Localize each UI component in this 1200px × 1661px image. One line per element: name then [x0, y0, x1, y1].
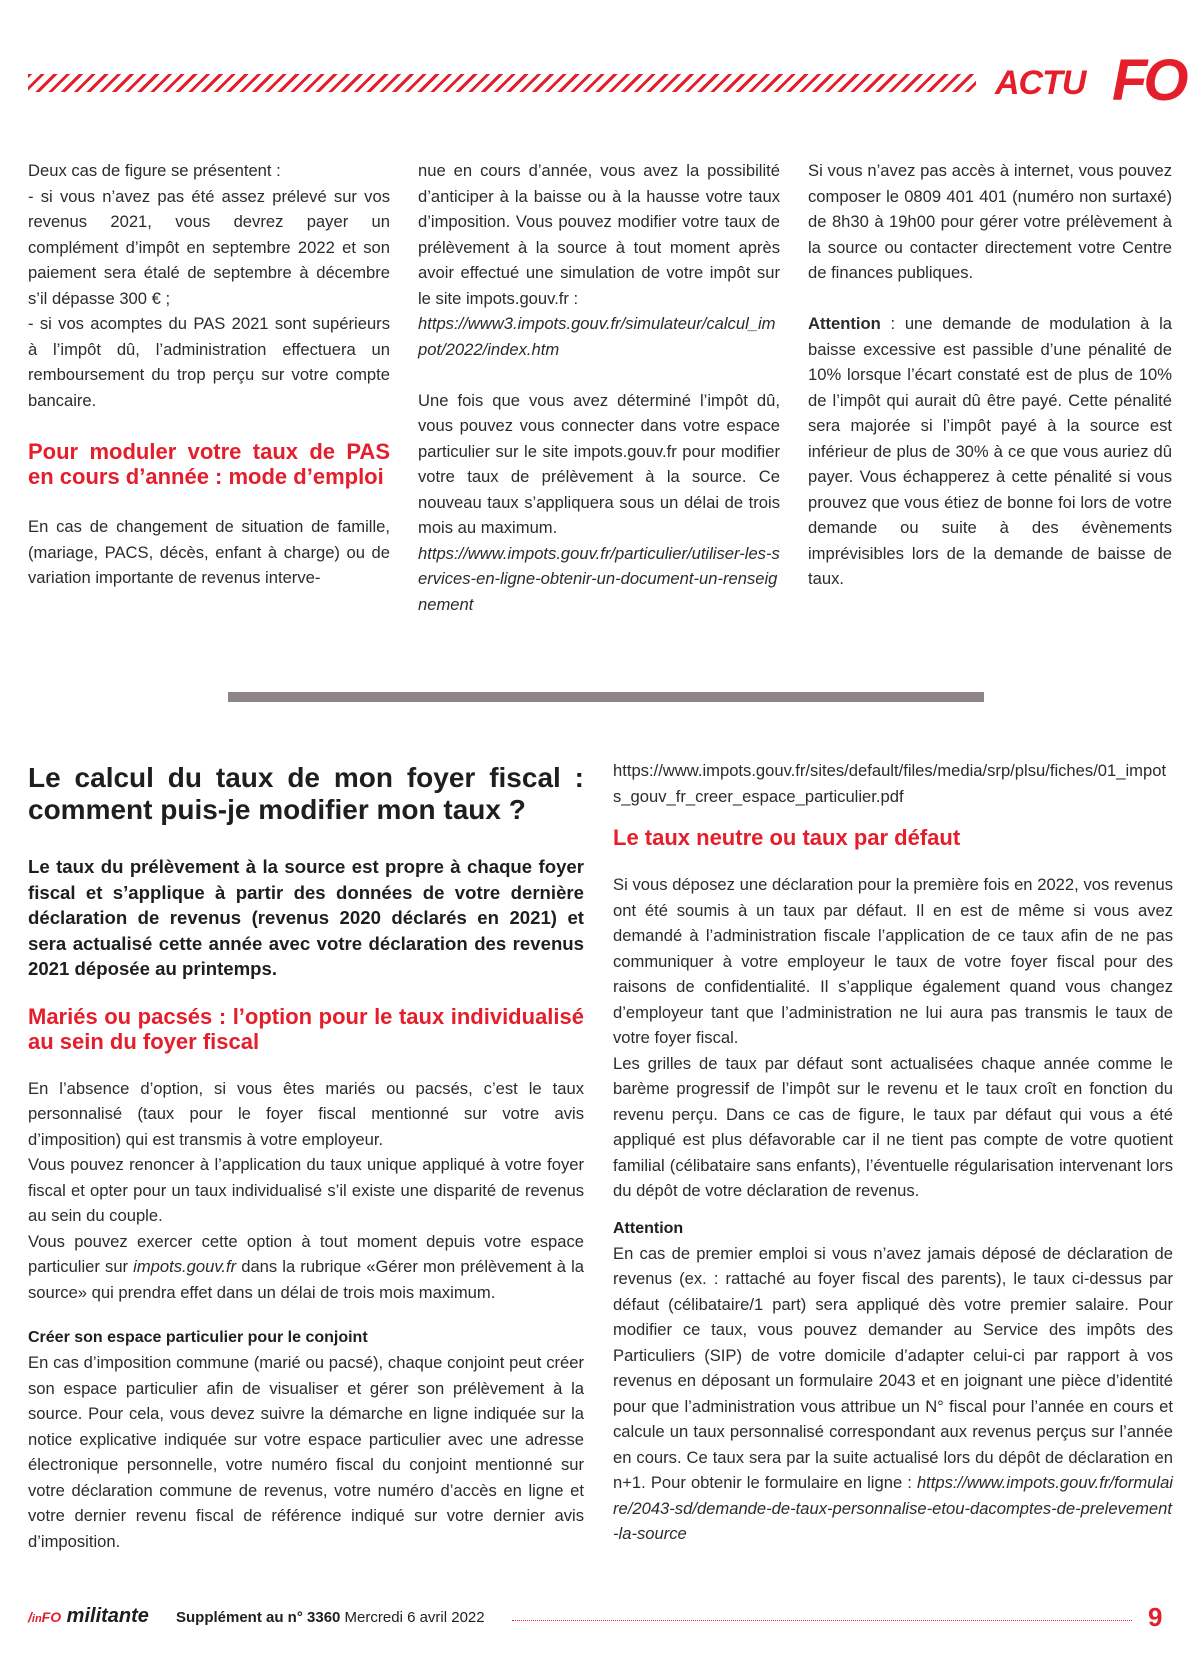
subheading: Créer son espace particulier pour le conjoint	[28, 1329, 368, 1346]
impots-link[interactable]: impots.gouv.fr	[133, 1257, 237, 1276]
paragraph: - si vos acomptes du PAS 2021 sont supérieurs à l’impôt dû, l’administration effectuera un remboursement du trop perçu sur votre compte bancaire.	[28, 314, 390, 410]
paragraph: Si vous n’avez pas accès à internet, vous pouvez composer le 0809 401 401 (numéro non surtaxé) de 8h30 à 19h00 pour gérer votre prélèvement à la source ou contacter directement votre Centre de finances publiques.	[808, 161, 1172, 282]
paragraph: Les grilles de taux par défaut sont actualisées chaque année comme le barème progressif de l’impôt sur le revenu et le taux croît en fonction du revenu perçu. Dans ce cas de figure, le taux par défaut qui vous a été appliqué est plus défavorable car il ne tient pas compte de votre quotient familial (célibataire sans enfants), l’éventuelle régularisation intervenant lors du dépôt de votre déclaration de revenus.	[613, 1053, 1173, 1200]
paragraph	[28, 1229, 584, 1306]
form-link[interactable]: https://www.impots.gouv.fr/formulaire/2043-sd/demande-de-taux-personnalise-etou-dacomptes-de-prelevement-la-source	[613, 1473, 1173, 1543]
header-hatch-band	[28, 74, 976, 92]
section-heading: Pour moduler votre taux de PAS en cours d’année : mode d’emploi	[28, 438, 390, 489]
paragraph: Vous pouvez renoncer à l’application du taux unique appliqué à votre foyer fiscal et opter pour un taux individualisé s’il existe une disparité de revenus au sein du couple.	[28, 1155, 584, 1225]
footer-issue	[176, 1609, 485, 1626]
page-number: 9	[1148, 1602, 1163, 1632]
section-label: ACTU	[995, 64, 1086, 102]
section-separator	[228, 692, 984, 702]
footer-logo	[28, 1605, 149, 1628]
services-link[interactable]: https://www.impots.gouv.fr/particulier/utiliser-les-services-en-ligne-obtenir-un-document-un-renseignement	[418, 543, 780, 614]
top-column-1	[28, 158, 390, 591]
simulator-link[interactable]: https://www3.impots.gouv.fr/simulateur/calcul_impot/2022/index.htm	[418, 314, 776, 359]
fo-logo: FO	[1112, 48, 1185, 113]
bottom-left-column	[28, 762, 584, 1554]
paragraph: En l’absence d’option, si vous êtes mariés ou pacsés, c’est le taux personnalisé (taux pour le foyer fiscal mentionné sur votre avis d’imposition) qui est transmis à votre employeur.	[28, 1078, 584, 1149]
paragraph: En cas d’imposition commune (marié ou pacsé), chaque conjoint peut créer son espace particulier afin de visualiser et gérer son prélèvement à la source. Pour cela, vous devez suivre la démarche en ligne indiquée sur la notice explicative indiquée sur votre espace particulier avec une adresse électronique personnelle, votre numéro fiscal du conjoint mentionné sur votre déclaration commune de revenus, votre numéro d’accès en ligne et votre dernier revenu fiscal de référence indiqué sur votre dernier avis d’imposition.	[28, 1353, 584, 1551]
top-column-2	[418, 158, 780, 617]
paragraph: Deux cas de figure se présentent :	[28, 161, 281, 180]
pdf-link[interactable]: https://www.impots.gouv.fr/sites/default/files/media/srp/plsu/fiches/01_impots_gouv_fr_creer_espace_particulier.pdf	[613, 761, 1167, 806]
article-lead: Le taux du prélèvement à la source est propre à chaque foyer fiscal et s’applique à partir des données de votre dernière déclaration de revenus (revenus 2020 déclarés en 2021) et sera actualisé cette année avec votre déclaration des revenus 2021 déposée au printemps.	[28, 856, 584, 979]
attention-paragraph	[808, 311, 1172, 592]
subheading: Attention	[613, 1219, 684, 1237]
paragraph-text: dans la rubrique «Gérer mon prélèvement à la source» qui prendra effet dans un délai de trois mois maximum.	[28, 1257, 584, 1302]
paragraph-text: Vous pouvez exercer cette option à tout moment depuis votre espace particulier sur	[28, 1231, 584, 1276]
top-column-3	[808, 158, 1172, 592]
paragraph: En cas de changement de situation de famille, (mariage, PACS, décès, enfant à charge) ou de variation importante de revenus interve-	[28, 517, 390, 587]
logo-slash: /	[28, 1609, 32, 1625]
logo-word: militante	[61, 1605, 149, 1627]
bottom-right-column	[613, 758, 1173, 1547]
paragraph: nue en cours d’année, vous avez la possibilité d’anticiper à la baisse ou à la hausse votre taux d’imposition. Vous pouvez modifier votre taux de prélèvement à la source à tout moment après avoir effectué une simulation de votre impôt sur le site impots.gouv.fr :	[418, 161, 780, 308]
logo-fo: FO	[41, 1609, 62, 1625]
paragraph	[613, 1241, 1173, 1547]
logo-in: in	[31, 1613, 42, 1625]
supplement-label: Supplément au n° 3360	[176, 1609, 341, 1626]
attention-text: : une demande de modulation à la baisse excessive est passible d’une pénalité de 10% lorsque l’écart constaté est de plus de 10% de l’impôt qui aurait dû être payé. Cette pénalité sera majorée si l’impôt payé à la source est inférieur de plus de 30% à ce que vous auriez dû payer. Vous échapperez à cette pénalité si vous prouvez que vous étiez de bonne foi lors de votre demande ou suite à des évènements imprévisibles lors de la demande de baisse de taux.	[808, 314, 1172, 588]
paragraph-text: En cas de premier emploi si vous n’avez jamais déposé de déclaration de revenus (ex. : rattaché au foyer fiscal des parents), le taux ci-dessus par défaut (célibataire/1 part) sera appliqué dès votre premier salaire. Pour modifier ce taux, vous pouvez demander au Service des impôts des Particuliers (SIP) de votre domicile d’adapter celui-ci par rapport à vos revenus en déposant un formulaire 2043 et en joignant une pièce d’identité pour que l’administration vous attribue un N° fiscal pour l’année en cours et calcule un taux personnalisé correspondant aux revenus perçus sur l’année en cours. Ce taux sera par la suite actualisé lors du dépôt de déclaration en n+1. Pour obtenir le formulaire en ligne :	[613, 1243, 1173, 1492]
section-heading: Le taux neutre ou taux par défaut	[613, 825, 961, 850]
article-title: Le calcul du taux de mon foyer fiscal : comment puis-je modifier mon taux ?	[28, 762, 584, 825]
attention-label: Attention	[808, 314, 881, 333]
issue-date: Mercredi 6 avril 2022	[340, 1609, 485, 1626]
section-heading: Mariés ou pacsés : l’option pour le taux individualisé au sein du foyer fiscal	[28, 1003, 584, 1054]
paragraph: Une fois que vous avez déterminé l’impôt dû, vous pouvez vous connecter dans votre espace particulier sur le site impots.gouv.fr pour modifier votre taux de prélèvement à la source. Ce nouveau taux s’appliquera sous un délai de trois mois au maximum.	[418, 390, 780, 537]
paragraph: Si vous déposez une déclaration pour la première fois en 2022, vos revenus ont été soumis à un taux par défaut. Il en est de même si vous avez demandé à l’administration fiscale l’application de ce taux afin de ne pas communiquer à votre employeur le taux de votre foyer fiscal pour des raisons de confidentialité. Il s’applique également quand vous changez d’employeur tant que l’administration ne lui aura pas transmis le taux de votre foyer fiscal.	[613, 875, 1173, 1047]
paragraph: - si vous n’avez pas été assez prélevé sur vos revenus 2021, vous devrez payer un complément d’impôt en septembre 2022 et son paiement sera étalé de septembre à décembre s’il dépasse 300 € ;	[28, 186, 390, 308]
footer-dotted-rule	[512, 1620, 1132, 1621]
